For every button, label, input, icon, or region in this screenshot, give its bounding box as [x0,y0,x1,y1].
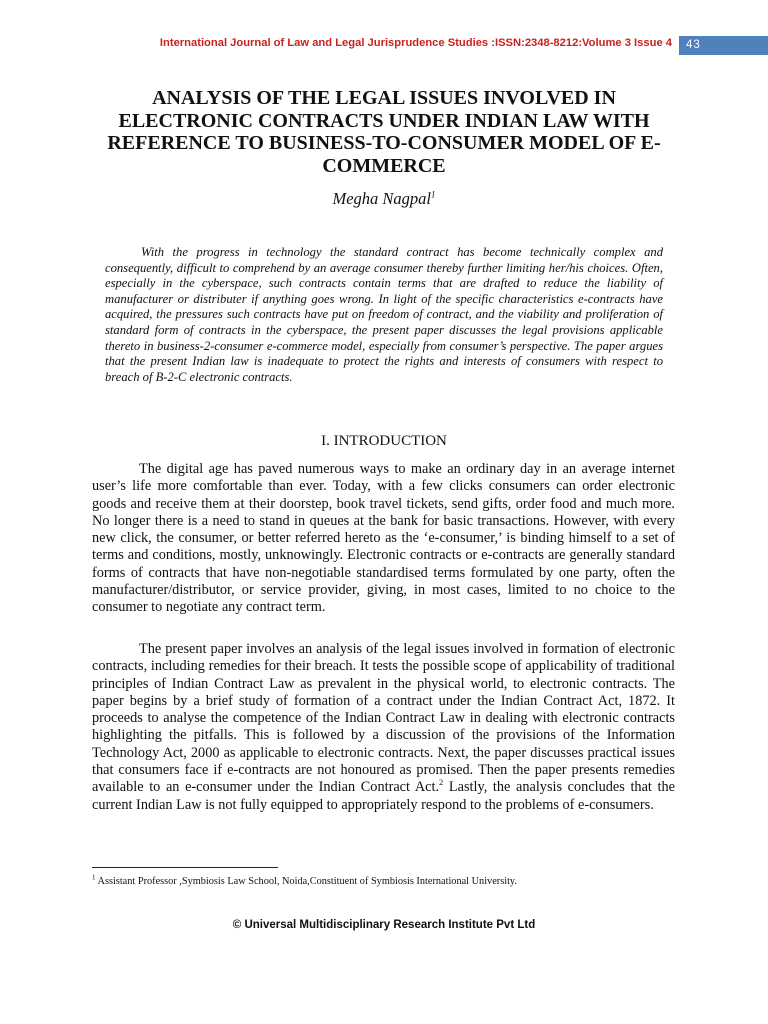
footnote-mark: 1 [92,873,96,882]
paragraph-2-text-b: Lastly, the analysis concludes that the current Indian Law is not fully equipped to appropriately respond to the problems of e-consumers. [92,779,675,813]
footnote-divider [92,867,278,868]
intro-paragraph-2 [92,641,675,814]
paragraph-2-text-a: The present paper involves an analysis of the legal issues involved in formation of electronic contracts, including remedies for their breach. It tests the possible scope of applicability of traditional principles of Indian Contract Law as prevalent in the physical world, to electronic contracts. The paper begins by a brief study of formation of a contract under the Indian Contract Act, 1872. It proceeds to analyse the competence of the Indian Contract Law in dealing with electronic contracts highlighting the pitfalls. This is followed by a discussion of the provisions of the Information Technology Act, 2000 as applicable to electronic contracts. Next, the paper discusses practical issues that consumers face if e-contracts are not honoured as promised. Then the paper presents remedies available to an e-consumer under the Indian Contract Act. [92,641,675,796]
section-heading: I. INTRODUCTION [321,433,447,449]
page-number-badge: 43 [679,36,768,55]
abstract: With the progress in technology the standard contract has become technically complex and consequently, difficult to comprehend by an average consumer thereby further limiting her/his choices. Often, especially in the cyberspace, such contracts contain terms that are drafted to reduce the liability of manufacturer or distributer if anything goes wrong. In light of the specific characteristics e-contracts have acquired, the pressures such contracts have put on freedom of contract, and the viability and proliferation of standard form of contracts in the cyberspace, the present paper discusses the legal provisions applicable thereto in business-2-consumer e-commerce model, especially from consumer’s perspective. The paper argues that the present Indian law is inadequate to protect the rights and interests of consumers with respect to breach of B-2-C electronic contracts. [105,245,663,384]
author-line [0,189,768,209]
author-name: Megha Nagpal [332,189,432,208]
journal-header: International Journal of Law and Legal Jurisprudence Studies :ISSN:2348-8212:Volume 3 Issue 4 [159,37,672,49]
footnote-text: Assistant Professor ,Symbiosis Law School, Noida,Constituent of Symbiosis International University. [95,876,517,887]
page-footer: © Universal Multidisciplinary Research Institute Pvt Ltd [232,919,536,931]
footnote [92,873,692,887]
author-footnote-mark: 1 [431,189,436,200]
running-header [0,36,768,56]
paper-title: ANALYSIS OF THE LEGAL ISSUES INVOLVED IN ELECTRONIC CONTRACTS UNDER INDIAN LAW WITH REFERENCE TO BUSINESS-TO-CONSUMER MODEL OF E-COMMERCE [107,87,661,177]
intro-paragraph-1: The digital age has paved numerous ways to make an ordinary day in an average internet user’s life more comfortable than ever. Today, with a few clicks consumers can order electronic goods and receive them at their doorstep, book travel tickets, send gifts, order food and much more. No longer there is a need to stand in queues at the bank for basic transactions. However, with every new click, the consumer, or better referred hereto as the ‘e-consumer,’ is binding himself to a set of terms and conditions, mostly, unknowingly. Electronic contracts or e-contracts are generally standard forms of contracts that have non-negotiable standardised terms formulated by one party, often the manufacturer/distributor, or service provider, giving, in most cases, limited to no choice to the consumer to negotiate any contract term. [92,461,675,616]
footnote-ref-2: 2 [439,777,444,788]
